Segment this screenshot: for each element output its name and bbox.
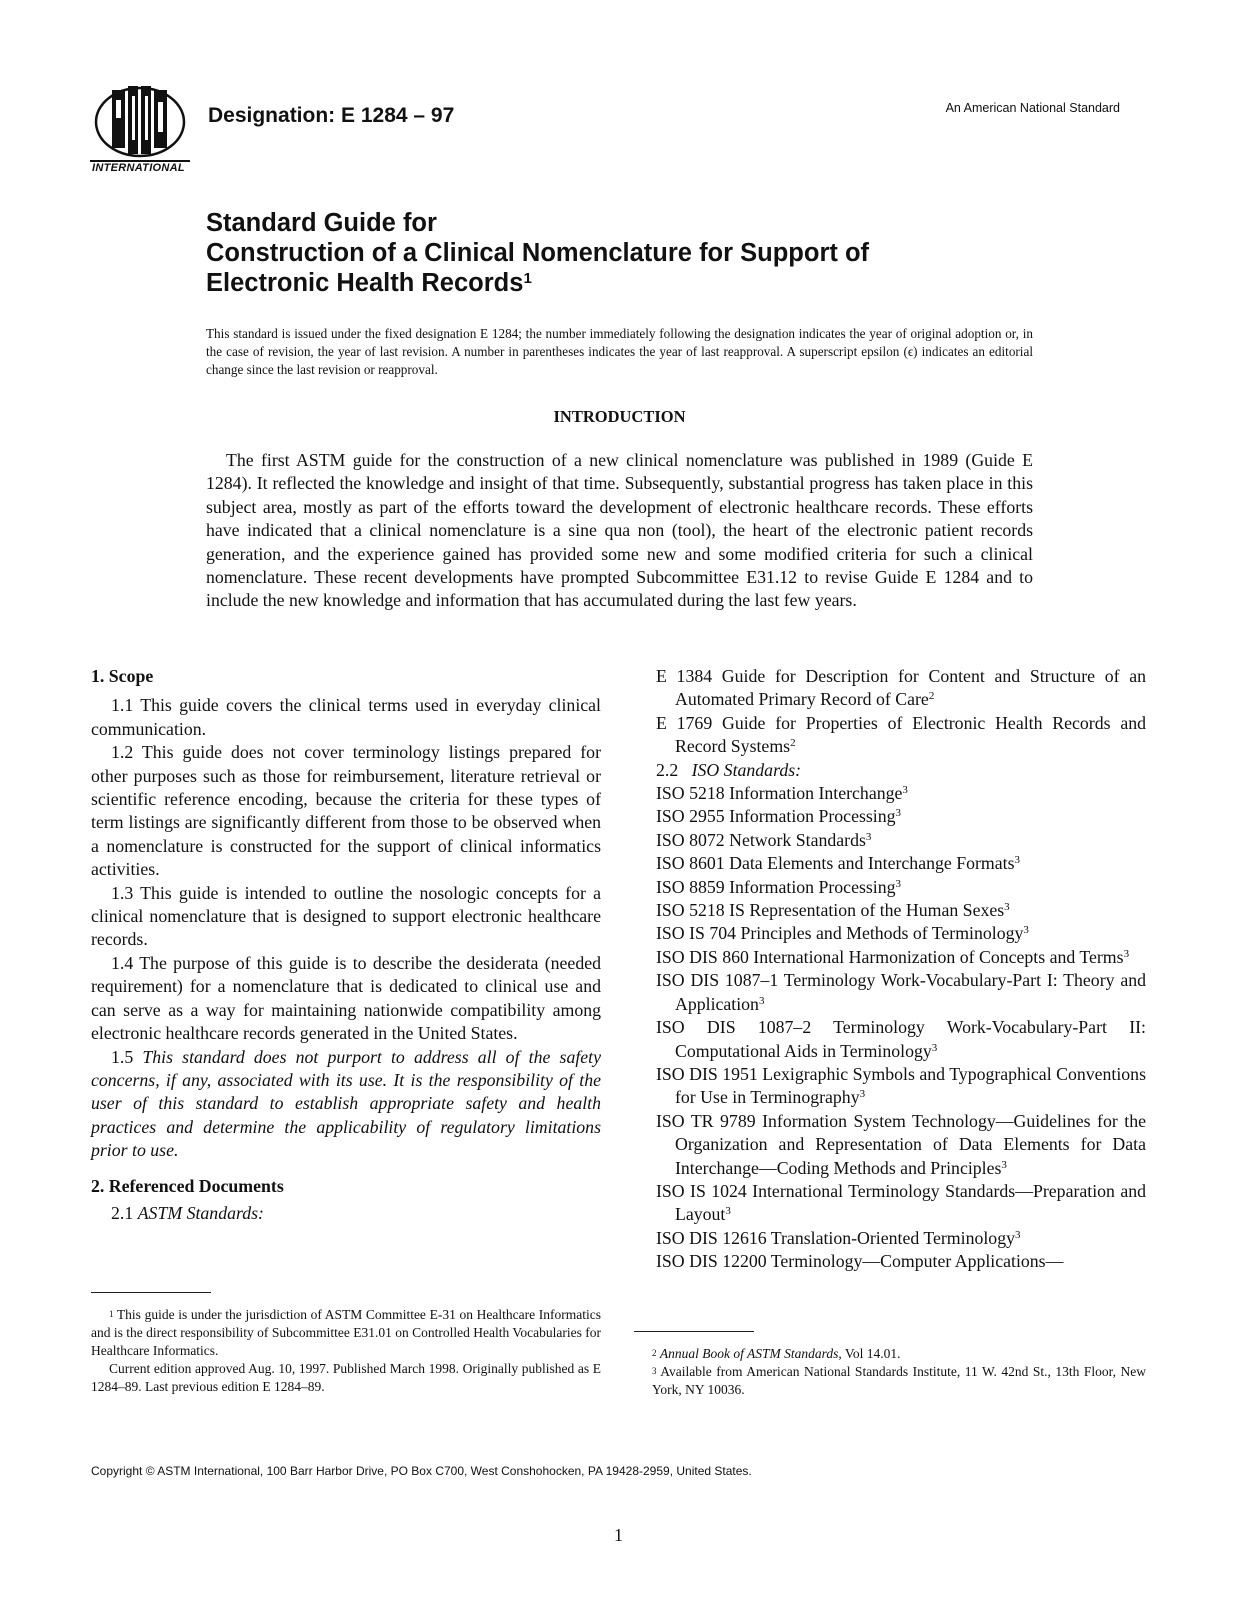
iso-standards-text: ISO Standards: — [691, 759, 802, 780]
iso-reference-item-footnote-mark: 3 — [1014, 854, 1020, 867]
iso-reference-item-footnote-mark: 3 — [931, 1041, 938, 1054]
footnotes-right — [634, 1345, 1146, 1399]
astm-reference-item — [656, 712, 1146, 759]
iso-reference-list — [656, 782, 1146, 1274]
iso-reference-item-text: ISO 5218 IS Representation of the Human Sexes — [656, 900, 1005, 921]
standard-type: An American National Standard — [945, 101, 1120, 115]
astm-reference-item-footnote-mark: 2 — [928, 690, 935, 703]
footnote-2-mark: 2 — [652, 1348, 657, 1358]
scope-para-1-1: 1.1 This guide covers the clinical terms used in everyday clinical communication. — [91, 695, 601, 739]
iso-reference-item-text: ISO 8072 Network Standards — [656, 829, 866, 850]
introduction-body: The first ASTM guide for the construction of a new clinical nomenclature was published in 1989 (Guide E 1284). It reflected the knowledge and insight of that time. Subsequently, substantial progress has taken place in this subject area, mostly as part of the efforts toward the development of electronic healthcare records. These efforts have indicated that a clinical nomenclature is a sine qua non (tool), the heart of the electronic patient records generation, and the experience gained has provided some new and some modified criteria for such a clinical nomenclature. These recent developments have prompted Subcommittee E31.12 to revise Guide E 1284 and to include the new knowledge and information that has accumulated during the last few years. — [206, 450, 1033, 611]
footnote-3-text: Available from American National Standards Institute, 11 W. 42nd St., 13th Floor, New York, NY 10036. — [652, 1364, 1146, 1397]
iso-standards-label — [656, 759, 1146, 782]
footnote-rule-left — [91, 1292, 211, 1293]
referenced-documents-heading: 2. Referenced Documents — [91, 1175, 284, 1196]
title-line-1: Standard Guide for — [206, 209, 437, 237]
scope-para-1-5-text: This standard does not purport to address all of the safety concerns, if any, associated with its use. It is the responsibility of the user of this standard to establish appropriate safety and health practices and determine the applicability of regulatory limitations prior to use. — [91, 1046, 601, 1161]
astm-logo — [88, 84, 192, 180]
right-column — [656, 665, 1146, 1274]
iso-reference-item — [656, 899, 1146, 922]
iso-reference-item-text: ISO DIS 1087–1 Terminology Work-Vocabulary-Part I: Theory and Application — [656, 970, 1146, 1014]
astm-reference-item-text: E 1384 Guide for Description for Content and Structure of an Automated Primary Record of Care — [656, 666, 1146, 710]
iso-reference-item — [656, 922, 1146, 945]
copyright-line: Copyright © ASTM International, 100 Barr Harbor Drive, PO Box C700, West Conshohocken, PA 19428-2959, United States. — [91, 1464, 752, 1478]
scope-para-1-4: 1.4 The purpose of this guide is to describe the desiderata (needed requirement) for a nomenclature that is dedicated to clinical use and can serve as a way for maintaining nationwide compatibility among electronic healthcare records generated in the United States. — [91, 952, 601, 1044]
iso-reference-item — [656, 852, 1146, 875]
introduction-heading: INTRODUCTION — [553, 407, 686, 426]
footnotes-left — [91, 1306, 601, 1396]
astm-reference-list — [656, 665, 1146, 759]
iso-reference-item-text: ISO DIS 12200 Terminology—Computer Applications— — [656, 1251, 1064, 1272]
astm-reference-item-text: E 1769 Guide for Properties of Electronic Health Records and Record Systems — [656, 712, 1146, 757]
iso-reference-item-footnote-mark: 3 — [1123, 947, 1130, 960]
iso-reference-item — [656, 782, 1146, 805]
iso-reference-item — [656, 829, 1146, 852]
scope-para-1-2: 1.2 This guide does not cover terminology listings prepared for other purposes such as those for reimbursement, literature retrieval or scientific reference encoding, because the criteria for these types of term listings are significantly different from those to be observed when a nomenclature is constructed for the support of clinical informatics activities. — [91, 742, 601, 880]
footnote-1-text: This guide is under the jurisdiction of ASTM Committee E-31 on Healthcare Informatics and is the direct responsibility of Subcommittee E31.01 on Controlled Health Vocabularies for Healthcare Informatics. — [91, 1307, 601, 1358]
iso-reference-item-text: ISO DIS 1951 Lexigraphic Symbols and Typographical Conventions for Use in Terminography — [656, 1063, 1146, 1108]
iso-reference-item — [656, 1016, 1146, 1063]
iso-reference-item-footnote-mark: 3 — [1023, 924, 1029, 937]
footnote-1 — [91, 1306, 601, 1360]
iso-reference-item — [656, 876, 1146, 899]
footnote-3-mark: 3 — [652, 1366, 657, 1376]
designation: Designation: E 1284 – 97 — [208, 104, 455, 127]
astm-reference-item — [656, 665, 1146, 712]
iso-standards-num: 2.2 — [656, 759, 679, 780]
left-column — [91, 665, 601, 1225]
iso-reference-item-text: ISO 2955 Information Processing — [656, 806, 896, 827]
iso-reference-item-footnote-mark: 3 — [725, 1205, 731, 1218]
footnote-1-mark: 1 — [109, 1309, 114, 1319]
page-number: 1 — [614, 1525, 623, 1545]
astm-standards-text: ASTM Standards: — [137, 1202, 264, 1223]
iso-reference-item-text: ISO DIS 12616 Translation-Oriented Terminology — [656, 1227, 1015, 1248]
logo-wordmark: INTERNATIONAL — [92, 162, 185, 174]
title-line-3-text: Electronic Health Records — [206, 269, 524, 297]
iso-reference-item-text: ISO IS 704 Principles and Methods of Terminology — [656, 923, 1024, 944]
title-line-2: Construction of a Clinical Nomenclature for Support of — [206, 239, 870, 267]
iso-reference-item-text: ISO 5218 Information Interchange — [656, 783, 903, 804]
footnote-3 — [634, 1363, 1146, 1399]
iso-reference-item-text: ISO DIS 1087–2 Terminology Work-Vocabulary-Part II: Computational Aids in Terminology — [656, 1017, 1146, 1061]
issuance-notice: This standard is issued under the fixed designation E 1284; the number immediately following the designation indicates the year of original adoption or, in the case of revision, the year of last revision. A number in parentheses indicates the year of last reapproval. A superscript epsilon (ϵ) indicates an editorial change since the last revision or reapproval. — [206, 326, 1033, 377]
iso-reference-item-text: ISO 8859 Information Processing — [656, 876, 896, 897]
iso-reference-item — [656, 805, 1146, 828]
astm-standards-label — [91, 1202, 601, 1225]
iso-reference-item-footnote-mark: 3 — [1014, 1228, 1021, 1241]
document-title — [206, 208, 869, 298]
scope-para-1-5-num: 1.5 — [111, 1046, 134, 1067]
iso-reference-item-footnote-mark: 3 — [1004, 901, 1010, 914]
footnote-2-title: Annual Book of ASTM Standards — [659, 1346, 839, 1361]
iso-reference-item-text: ISO TR 9789 Information System Technology—Guidelines for the Organization and Representation of Data Elements for Data Interchange—Coding Methods and Principles — [656, 1110, 1146, 1178]
iso-reference-item — [656, 1180, 1146, 1227]
title-line-3 — [206, 268, 869, 298]
iso-reference-item-footnote-mark: 3 — [895, 807, 902, 820]
scope-heading: 1. Scope — [91, 666, 154, 686]
footnote-rule-right — [634, 1331, 754, 1332]
astm-reference-item-footnote-mark: 2 — [790, 737, 796, 750]
iso-reference-item-footnote-mark: 3 — [1001, 1158, 1007, 1171]
footnote-2-rest: , Vol 14.01. — [838, 1346, 901, 1361]
iso-reference-item-footnote-mark: 3 — [895, 877, 902, 890]
iso-reference-item — [656, 1227, 1146, 1250]
footnote-2 — [634, 1345, 1146, 1363]
iso-reference-item-footnote-mark: 3 — [859, 1088, 866, 1101]
iso-reference-item — [656, 946, 1146, 969]
iso-reference-item-footnote-mark: 3 — [865, 830, 872, 843]
iso-reference-item — [656, 1250, 1146, 1273]
iso-reference-item — [656, 969, 1146, 1016]
iso-reference-item-text: ISO 8601 Data Elements and Interchange Formats — [656, 853, 1015, 874]
scope-para-1-5 — [91, 1046, 601, 1163]
title-footnote-mark: 1 — [523, 270, 532, 287]
footnote-1-edition: Current edition approved Aug. 10, 1997. Published March 1998. Originally published as E 1284–89. Last previous edition E 1284–89. — [91, 1361, 601, 1394]
iso-reference-item-text: ISO DIS 860 International Harmonization of Concepts and Terms — [656, 946, 1124, 967]
iso-reference-item-footnote-mark: 3 — [758, 994, 765, 1007]
iso-reference-item — [656, 1110, 1146, 1180]
iso-reference-item-text: ISO IS 1024 International Terminology Standards—Preparation and Layout — [656, 1180, 1146, 1225]
scope-para-1-3: 1.3 This guide is intended to outline the nosologic concepts for a clinical nomenclature that is designed to support electronic healthcare records. — [91, 882, 601, 950]
iso-reference-item — [656, 1063, 1146, 1110]
astm-standards-num: 2.1 — [111, 1202, 134, 1223]
iso-reference-item-footnote-mark: 3 — [902, 784, 908, 797]
